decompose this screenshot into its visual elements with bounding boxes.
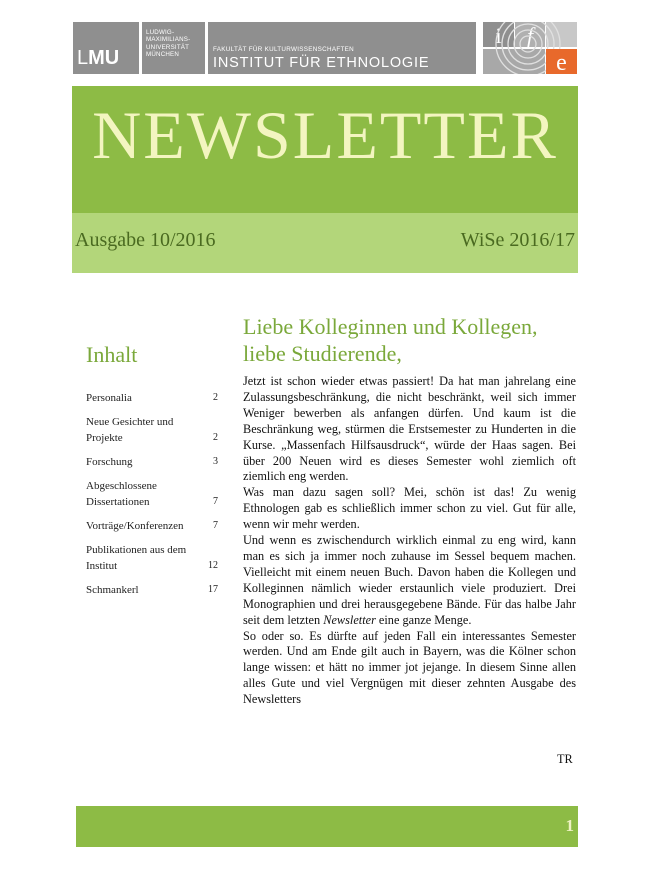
letter-paragraph	[243, 533, 576, 628]
toc-item-page: 12	[208, 560, 218, 571]
toc-item[interactable]	[86, 478, 218, 510]
table-of-contents	[86, 390, 218, 606]
institute-name: INSTITUT FÜR ETHNOLOGIE	[213, 55, 430, 71]
toc-item[interactable]	[86, 582, 218, 598]
toc-item[interactable]	[86, 454, 218, 470]
toc-item-page: 2	[213, 432, 218, 443]
university-line: MAXIMILIANS-	[146, 36, 191, 44]
toc-item-page: 7	[213, 496, 218, 507]
ife-logo-f: f	[526, 23, 534, 48]
toc-item-page: 7	[213, 520, 218, 531]
toc-item[interactable]	[86, 414, 218, 446]
university-name-block	[142, 22, 205, 74]
lmu-logo-bold: MU	[88, 47, 120, 69]
paragraph-text: eine ganze Menge.	[375, 612, 472, 627]
issue-bar	[72, 213, 578, 273]
university-line: UNIVERSITÄT	[146, 43, 190, 51]
ife-logo-i: i	[495, 23, 502, 48]
toc-item-page: 2	[213, 392, 218, 403]
lmu-logo	[73, 22, 139, 74]
issue-number: Ausgabe 10/2016	[75, 229, 216, 251]
letter-paragraph: So oder so. Es dürfte auf jeden Fall ein interessantes Semester werden. Und am Ende gilt auch in Bayern, was die Kölner schon lange wissen: et hätt no immer jot jejange. In diesem Sinne allen alles Gute und viel Vergnügen mit dieser zehnten Ausgabe des Newsletters	[243, 628, 576, 707]
semester-label: WiSe 2016/17	[460, 229, 575, 251]
letter-paragraph: Jetzt ist schon wieder etwas passiert! Da hat man jahrelang eine Zulassungsbeschränkung, die nicht beschränkt, weil sich immer Weniger bewerben als anfangen dürfen. Und kaum ist die Beschränkung weg, stürmen die Erstsemester zu Hunderten in die Kurse. „Massenfach Hilfsausdruck“, würde der Haas sagen. Bei über 200 Neuen wird es dieses Semester wohl ziemlich oft ziemlich eng werden.	[243, 374, 576, 484]
ife-logo	[483, 22, 577, 74]
greeting-line: Liebe Kolleginnen und Kollegen,	[243, 314, 538, 339]
page-number: 1	[565, 816, 574, 835]
toc-title: Inhalt	[86, 342, 138, 367]
toc-item-page: 3	[213, 456, 218, 467]
signature: TR	[557, 752, 573, 766]
toc-item[interactable]	[86, 390, 218, 406]
letter-greeting	[243, 313, 583, 367]
toc-item-page: 17	[208, 584, 218, 595]
page-footer	[76, 806, 578, 847]
toc-item-label: Schmankerl	[86, 584, 139, 596]
toc-item[interactable]	[86, 542, 218, 574]
letter-paragraph: Was man dazu sagen soll? Mei, schön ist das! Zu wenig Ethnologen gab es schließlich immer schon zu viel. Gut für alle, wenn wir mehr werden.	[243, 485, 576, 532]
newsletter-italic: Newsletter	[323, 612, 376, 627]
toc-item-label: Abgeschlossene Dissertationen	[86, 480, 157, 508]
letter-body	[243, 374, 576, 708]
toc-item-label: Neue Gesichter und Projekte	[86, 416, 174, 444]
toc-item[interactable]	[86, 518, 218, 534]
institute-name-block	[208, 22, 476, 74]
newsletter-banner	[72, 86, 578, 213]
lmu-logo-light: L	[77, 47, 89, 69]
faculty-name: FAKULTÄT FÜR KULTURWISSENSCHAFTEN	[213, 46, 354, 53]
toc-item-label: Forschung	[86, 456, 133, 468]
greeting-line: liebe Studierende,	[243, 341, 402, 366]
ife-logo-e: e	[556, 50, 567, 74]
university-line: LUDWIG-	[146, 29, 175, 36]
newsletter-title: NEWSLETTER	[92, 97, 558, 173]
toc-item-label: Publikationen aus dem Institut	[86, 544, 187, 572]
university-line: MÜNCHEN	[146, 50, 180, 58]
paragraph-text: Und wenn es zwischendurch wirklich einmal zu eng wird, kann man es sich ja immer noch zuhause im Sessel bequem machen. Vielleicht mit einem neuen Buch. Davon haben die Kollegen und Kolleginnen nämlich wieder erstaunlich viele produziert. Drei Monographien und drei herausgegebene Bände. Für das halbe Jahr seit dem letzten	[243, 533, 576, 627]
toc-item-label: Vorträge/Konferenzen	[86, 520, 184, 532]
toc-item-label: Personalia	[86, 392, 132, 404]
